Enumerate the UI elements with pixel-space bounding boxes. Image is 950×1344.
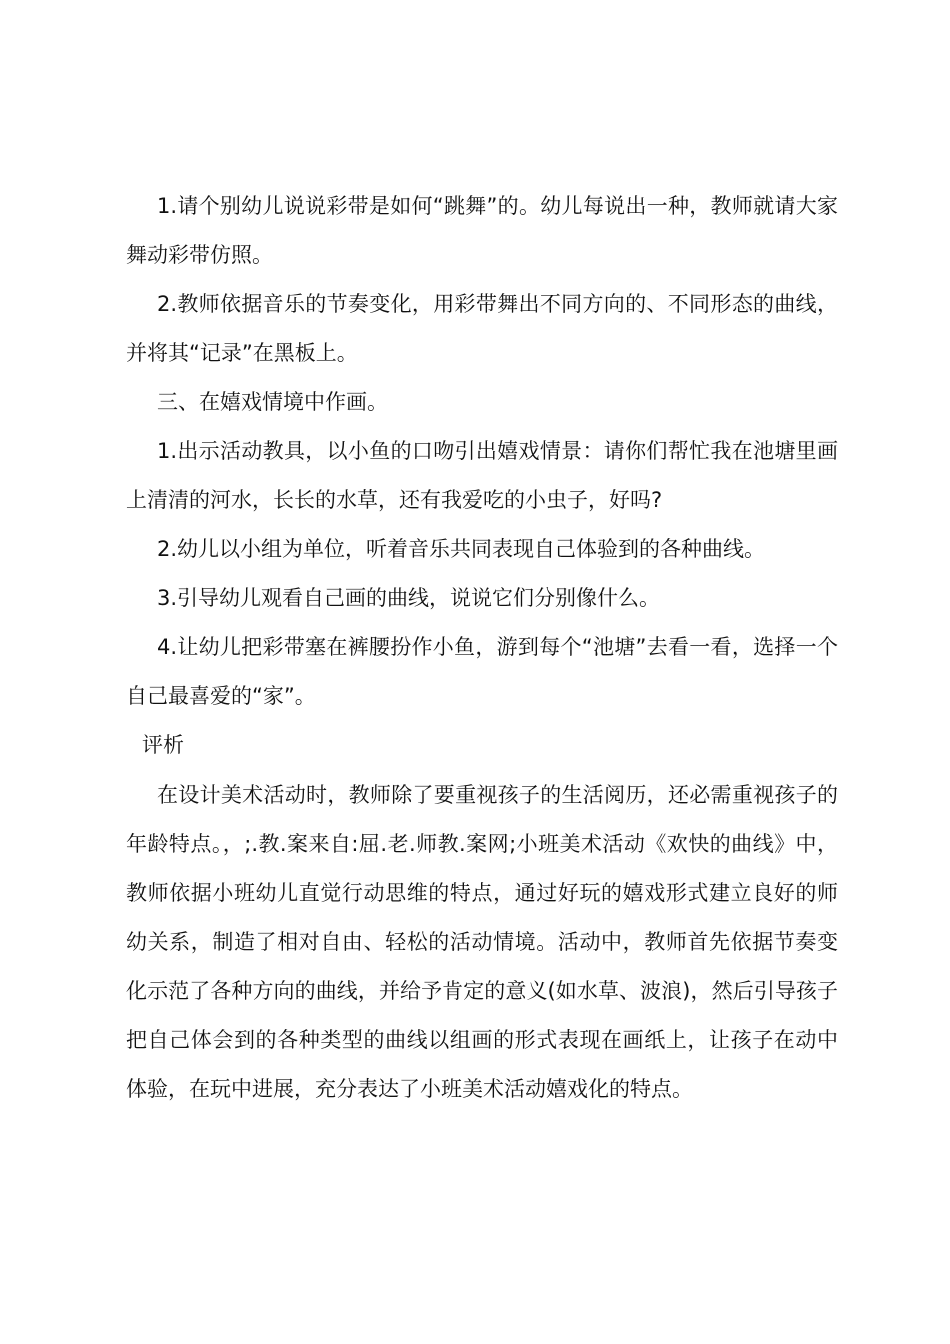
paragraph-step-3-2: 2.幼儿以小组为单位，听着音乐共同表现自己体验到的各种曲线。	[157, 537, 766, 561]
analysis-heading: 评析	[142, 733, 184, 757]
paragraph-step-1: 1.请个别幼儿说说彩带是如何“跳舞”的。幼儿每说出一种，教师就请大家舞动彩带仿照。	[126, 194, 838, 267]
paragraph-step-2: 2.教师依据音乐的节奏变化，用彩带舞出不同方向的、不同形态的曲线，并将其“记录”在黑板上。	[126, 292, 838, 365]
document-body	[126, 182, 838, 1114]
analysis-paragraph: 在设计美术活动时，教师除了要重视孩子的生活阅历，还必需重视孩子的年龄特点。，;.教.案来自:屈.老.师教.案网;小班美术活动《欢快的曲线》中，教师依据小班幼儿直觉行动思维的特点，通过好玩的嬉戏形式建立良好的师幼关系，制造了相对自由、轻松的活动情境。活动中，教师首先依据节奏变化示范了各种方向的曲线，并给予肯定的意义(如水草、波浪)，然后引导孩子把自己体会到的各种类型的曲线以组画的形式表现在画纸上，让孩子在动中体验，在玩中进展，充分表达了小班美术活动嬉戏化的特点。	[126, 783, 838, 1101]
section-heading-three: 三、在嬉戏情境中作画。	[157, 390, 388, 414]
paragraph-step-3-1: 1.出示活动教具，以小鱼的口吻引出嬉戏情景：请你们帮忙我在池塘里画上清清的河水，长长的水草，还有我爱吃的小虫子，好吗?	[126, 439, 838, 512]
paragraph-step-3-4: 4.让幼儿把彩带塞在裤腰扮作小鱼，游到每个“池塘”去看一看，选择一个自己最喜爱的“家”。	[126, 635, 838, 708]
paragraph-step-3-3: 3.引导幼儿观看自己画的曲线，说说它们分别像什么。	[157, 586, 661, 610]
